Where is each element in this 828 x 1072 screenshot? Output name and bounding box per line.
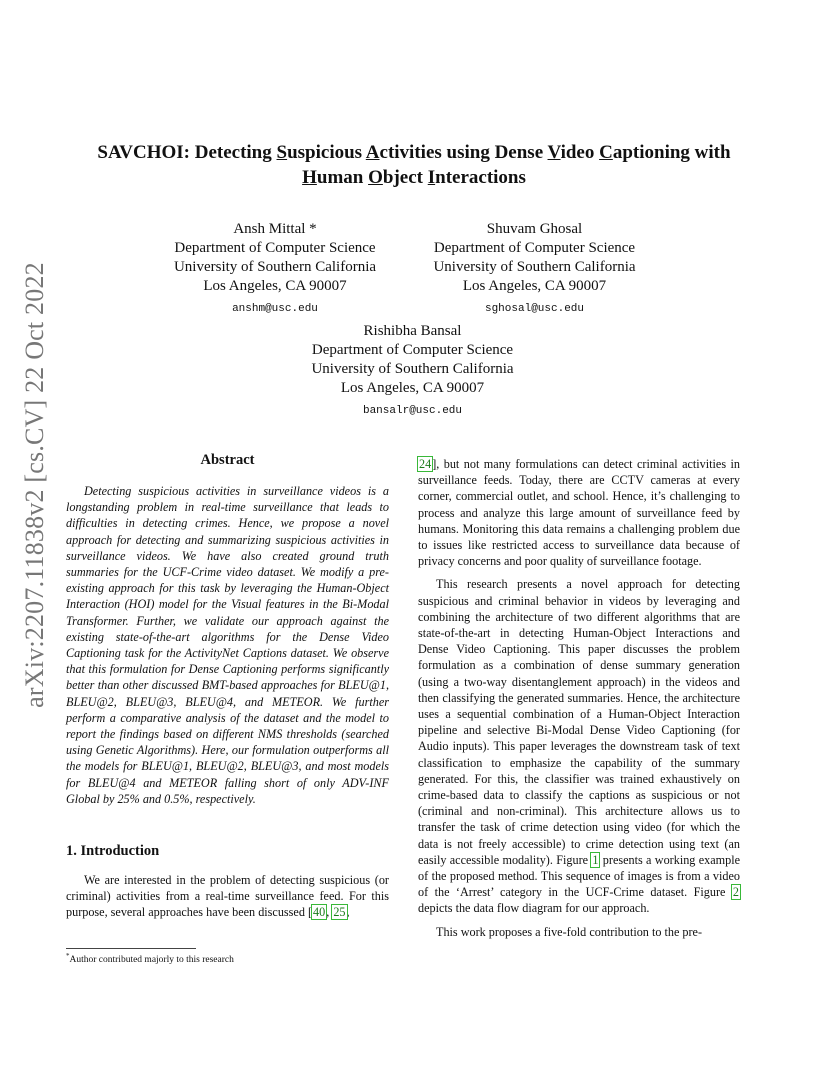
abstract-heading: Abstract: [200, 452, 255, 468]
arxiv-id: arXiv:2207.11838v2 [cs.CV] 22 Oct 2022: [20, 262, 50, 708]
figure-link[interactable]: 2: [732, 885, 739, 900]
author-name: Rishibha Bansal: [363, 323, 462, 339]
author-dept: Department of Computer Science: [174, 240, 376, 256]
author-email[interactable]: anshm@usc.edu: [232, 303, 318, 315]
author-block-3: [275, 322, 550, 421]
intro-paragraph-continued: 24], but not many formulations can detect criminal activities in surveillance feeds. Today, there are CCTV cameras at every corner, commercial outlet, and school. Hence, it’s challenging to process and analyze this large amount of surveillance feed by humans. Monitoring this data remains a challenging problem due to issues like restricted access to surveillance data because of privacy concerns and poor quality of surveillance footage.: [418, 457, 740, 569]
author-dept: Department of Computer Science: [433, 240, 636, 256]
author-name: Ansh Mittal *: [233, 221, 317, 237]
author-univ: University of Southern California: [433, 259, 636, 275]
body-paragraph: This work proposes a five-fold contribution to the pre-: [436, 924, 703, 939]
author-email[interactable]: sghosal@usc.edu: [484, 303, 585, 315]
citation-link[interactable]: 24: [419, 457, 432, 471]
author-univ: University of Southern California: [173, 259, 377, 275]
paper-title: SAVCHOI: Detecting Suspicious Activities using Dense Video Captioning with Human Object Interactions: [97, 142, 731, 188]
author-name: Shuvam Ghosal: [486, 221, 583, 237]
author-location: Los Angeles, CA 90007: [340, 380, 485, 396]
left-column: [66, 452, 389, 928]
body-paragraph: This research presents a novel approach for detecting suspicious and criminal behavior in videos by leveraging and combining the architecture of two different algorithms that are state-of-the-art in detecting Human-Object Interactions and Dense Video Captioning. This paper discusses the problem formulation as a combination of dense summary generation (using a two-way disentanglement approach) in the videos and then classifying the generated summaries. Hence, the architecture uses a sequential combination of a Human-Object Interaction pipeline and selective Bi-Modal Dense Video Captioning (for Audio inputs). This paper leverages the downstream task of text classification to emphasize the capability of the summary generated. For this, the classifier was trained exhaustively on crime-based data to classify the captions as suspicious or not (criminal and non-criminal). This architecture allows us to transfer the task of crime detection using video (for which the data is not freely accessible) to crime detection using text (an easily accessible modality). Figure 1 presents a working example of the proposed method. This sequence of images is from a video of the ‘Arrest’ category in the UCF-Crime dataset. Figure 2 depicts the data flow diagram for our approach.: [418, 577, 740, 916]
author-location: Los Angeles, CA 90007: [203, 278, 347, 294]
arxiv-sidebar: [10, 262, 60, 708]
author-univ: University of Southern California: [311, 361, 514, 377]
author-dept: Department of Computer Science: [311, 342, 514, 358]
intro-paragraph: We are interested in the problem of detecting suspicious (or criminal) activities from a real-time surveillance feed. For this purpose, several approaches have been discussed [40, 25,: [66, 873, 389, 920]
author-block-2: [412, 220, 657, 319]
author-email[interactable]: bansalr@usc.edu: [362, 405, 463, 417]
footnote-rule: [66, 948, 196, 949]
figure-link[interactable]: 1: [592, 852, 599, 867]
citation-link[interactable]: 25: [333, 905, 346, 920]
section-heading-introduction: 1. Introduction: [66, 843, 160, 860]
author-block-1: [150, 220, 400, 319]
abstract-text: Detecting suspicious activities in surveillance videos is a longstanding problem in real-time surveillance that leads to difficulties in detecting crimes. Hence, we propose a novel approach for detecting and summarizing suspicious activities in surveillance videos. We have also created ground truth summaries for the UCF-Crime video dataset. We modify a pre-existing approach for this task by leveraging the Human-Object Interaction (HOI) model for the Visual features in the Bi-Modal Transformer. Further, we validate our approach against the existing state-of-the-art algorithms for the Dense Video Captioning task for the ActivityNet Captions dataset. We observe that this formulation for Dense Captioning performs significantly better than other discussed BMT-based approaches for BLEU@1, BLEU@2, BLEU@3, BLEU@4, and METEOR. We further perform a comparative analysis of the dataset and the model to report the findings based on different NMS thresholds (searched using Genetic Algorithms). Here, our formulation outperforms all the models for BLEU@1, BLEU@2, BLEU@3, and most models for BLEU@4 and METEOR falling short of only ADV-INF Global by 25% and 0.5%, respectively.: [66, 484, 389, 806]
footnote: *Author contributed majorly to this research: [66, 952, 234, 966]
author-location: Los Angeles, CA 90007: [462, 278, 607, 294]
right-column: [418, 456, 740, 947]
citation-link[interactable]: 40: [313, 905, 326, 920]
